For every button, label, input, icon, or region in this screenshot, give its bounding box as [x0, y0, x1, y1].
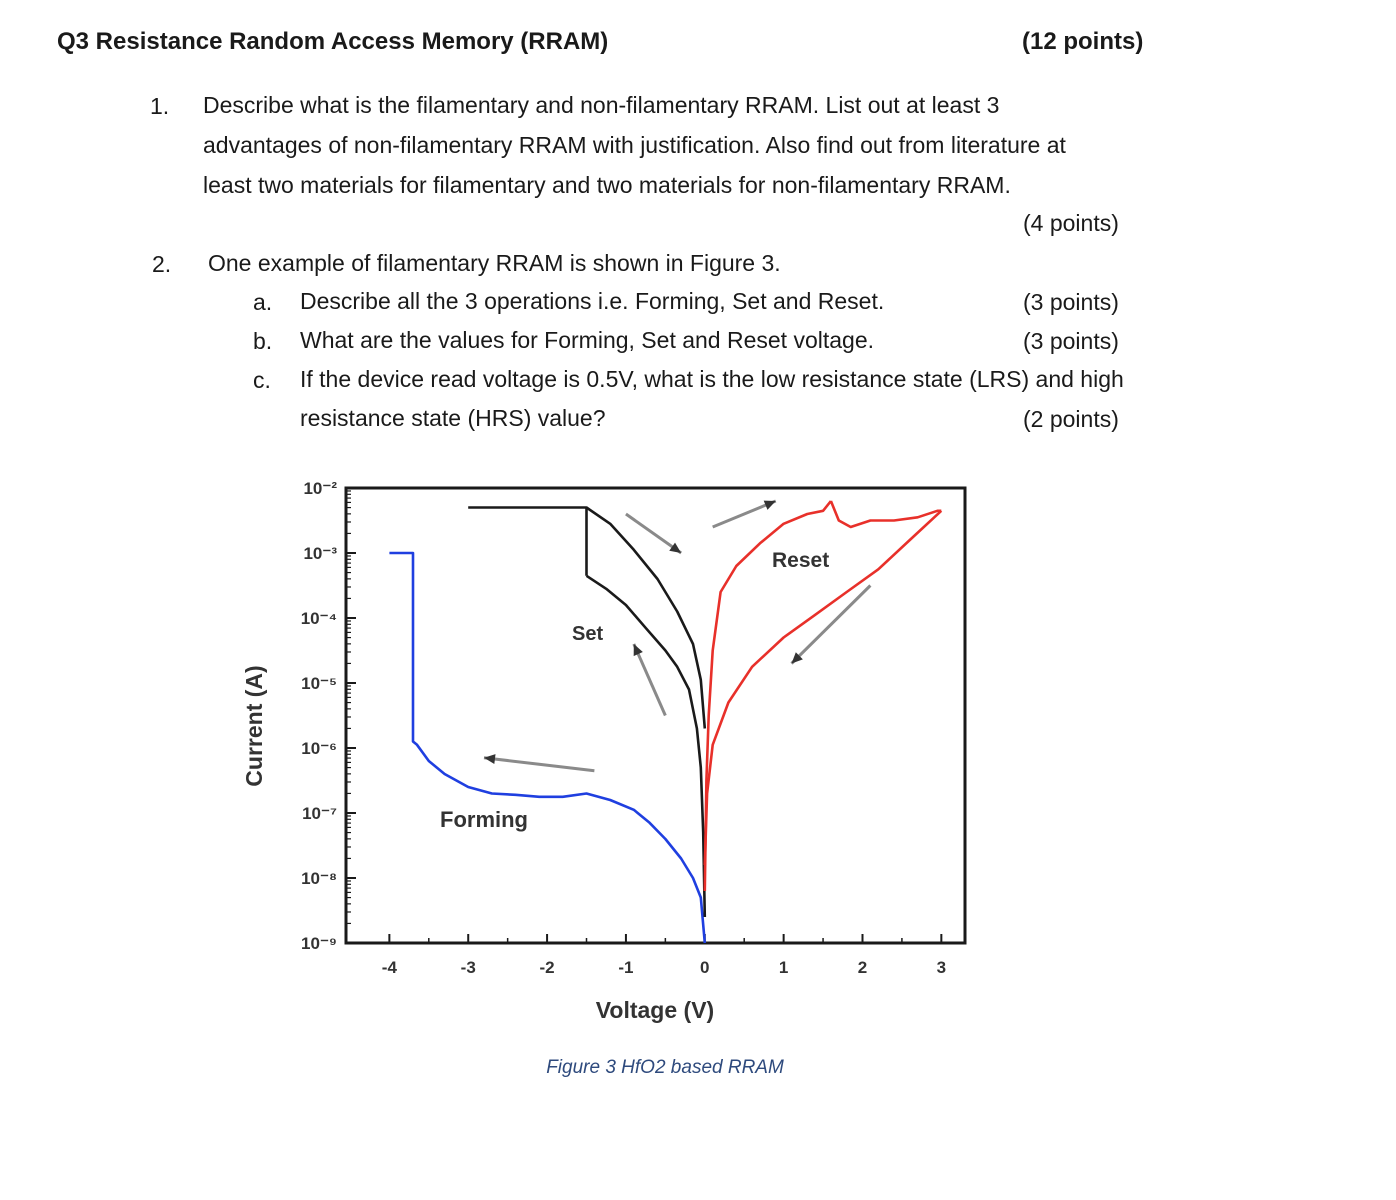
direction-arrowhead — [634, 644, 643, 656]
x-tick-label: -3 — [460, 958, 476, 977]
x-tick-label: -1 — [618, 958, 634, 977]
y-tick-label: 10⁻² — [303, 479, 337, 498]
item2b-points: (3 points) — [1023, 328, 1119, 354]
item1-line-3: least two materials for filamentary and two materials for non-filamentary RRAM. — [203, 172, 1011, 198]
item2c-text-2: resistance state (HRS) value? — [300, 405, 606, 431]
direction-arrowhead — [792, 652, 803, 663]
item2b-text: What are the values for Forming, Set and Reset voltage. — [300, 327, 875, 353]
item1-text — [203, 85, 1303, 205]
x-tick-label: 0 — [700, 958, 710, 977]
series-forming — [389, 553, 704, 943]
item1-line-1: Describe what is the filamentary and non-filamentary RRAM. List out at least 3 — [203, 92, 1000, 118]
item1-points: (4 points) — [1023, 210, 1119, 236]
series-set_return — [587, 508, 705, 729]
direction-arrow — [792, 586, 871, 664]
y-tick-label: 10⁻⁸ — [301, 869, 337, 888]
y-tick-label: 10⁻⁴ — [300, 609, 337, 628]
item2c-label: c. — [253, 367, 271, 393]
item2b-label: b. — [253, 328, 273, 354]
x-tick-label: -4 — [381, 958, 397, 977]
direction-arrow — [626, 514, 681, 553]
annotation-forming: Forming — [440, 807, 528, 832]
x-tick-label: 3 — [936, 958, 947, 977]
question-points: (12 points) — [1022, 28, 1144, 55]
figure-caption: Figure 3 HfO2 based RRAM — [546, 1057, 784, 1078]
y-tick-label: 10⁻⁹ — [301, 934, 337, 953]
series-set_sweep — [468, 508, 586, 576]
y-axis-label: Current (A) — [241, 665, 267, 787]
y-tick-label: 10⁻⁷ — [302, 804, 337, 823]
item2a-points: (3 points) — [1023, 289, 1119, 315]
annotation-reset: Reset — [772, 549, 830, 572]
series-reset_peak — [831, 501, 941, 527]
question-title: Q3 Resistance Random Access Memory (RRAM) — [57, 28, 609, 55]
series-reset_return — [705, 511, 942, 865]
direction-arrowhead — [484, 754, 496, 764]
item1-number: 1. — [150, 93, 170, 119]
direction-arrow — [713, 501, 776, 527]
series-reset_up — [705, 501, 831, 891]
x-tick-label: -2 — [539, 958, 555, 977]
item2c-text: If the device read voltage is 0.5V, what is the low resistance state (LRS) and high — [300, 366, 1124, 392]
direction-arrow — [634, 644, 666, 716]
annotation-set: Set — [572, 623, 604, 645]
x-tick-label: 2 — [857, 958, 868, 977]
item2-number: 2. — [152, 251, 172, 277]
item1-line-2: advantages of non-filamentary RRAM with justification. Also find out from literature at — [203, 132, 1066, 158]
direction-arrowhead — [764, 501, 776, 510]
item2a-label: a. — [253, 289, 273, 315]
direction-arrowhead — [669, 543, 681, 553]
x-axis-label: Voltage (V) — [595, 997, 715, 1023]
item2c-points: (2 points) — [1023, 406, 1119, 432]
item2-text: One example of filamentary RRAM is shown in Figure 3. — [208, 250, 781, 276]
series-set_up — [587, 576, 705, 917]
y-tick-label: 10⁻⁵ — [301, 674, 337, 693]
x-tick-label: 1 — [778, 958, 789, 977]
y-tick-label: 10⁻⁶ — [301, 739, 337, 758]
y-tick-label: 10⁻³ — [303, 544, 337, 563]
direction-arrow — [484, 758, 594, 771]
plot-frame — [346, 488, 965, 943]
item2a-text: Describe all the 3 operations i.e. Forming, Set and Reset. — [300, 288, 885, 314]
